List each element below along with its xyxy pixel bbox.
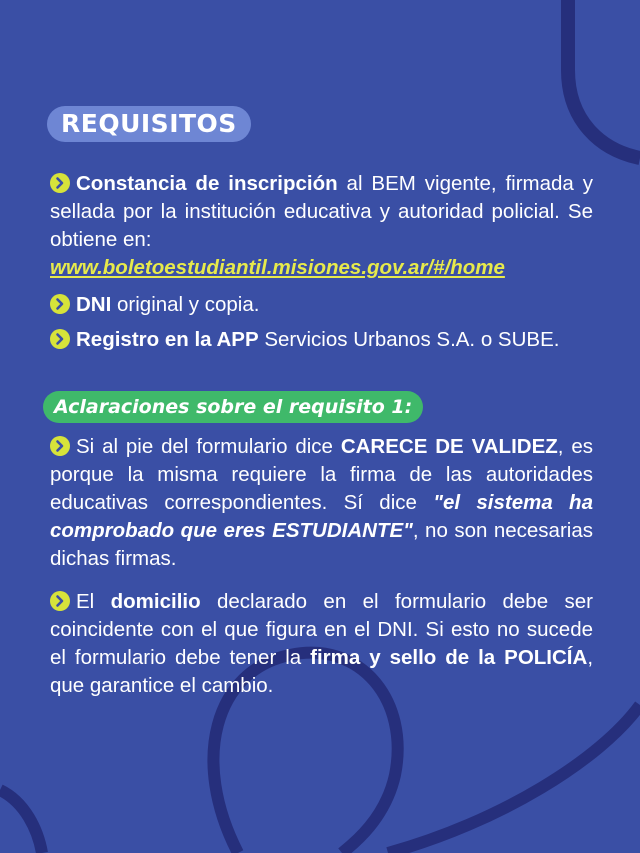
arrow-right-circle-icon <box>50 436 70 456</box>
constancia-label: Constancia de inscripción <box>76 172 338 195</box>
dni-label: DNI <box>76 293 112 316</box>
acl1-text-3: , no son necesarias dichas firmas. <box>50 519 593 570</box>
arrow-right-circle-icon <box>50 329 70 349</box>
aclaraciones-heading: Aclaraciones sobre el requisito 1: <box>43 391 423 423</box>
acl1-quote: "el sistema ha comprobado que eres ESTUDIANTE" <box>50 491 593 542</box>
boleto-link[interactable]: www.boletoestudiantil.misiones.gov.ar/#/home <box>50 256 505 279</box>
list-item-registro <box>50 326 593 354</box>
acl2-bold-2: firma y sello de la POLICÍA <box>310 646 588 669</box>
acl1-text-2: , es porque la misma requiere la firma de las autoridades educativas correspondientes. Sí dice <box>50 435 593 514</box>
list-item-dni <box>50 291 593 319</box>
acl2-text-3: , que garantice el cambio. <box>50 646 594 697</box>
registro-text: Servicios Urbanos S.A. o SUBE. <box>258 328 560 351</box>
registro-label: Registro en la APP <box>76 328 259 351</box>
acl1-text-1: Si al pie del formulario dice <box>76 435 341 458</box>
acl1-bold-1: CARECE DE VALIDEZ <box>340 435 558 458</box>
arrow-right-circle-icon <box>50 173 70 193</box>
constancia-text: al BEM vigente, firmada y sellada por la institución educativa y autoridad policial. Se obtiene en: <box>50 172 594 251</box>
acl2-bold-1: domicilio <box>110 590 201 613</box>
list-item-carece-validez <box>50 433 593 573</box>
acl2-text-1: El <box>76 590 111 613</box>
list-item-constancia <box>50 170 593 282</box>
list-item-domicilio <box>50 588 593 700</box>
requisitos-heading: REQUISITOS <box>47 106 251 142</box>
arrow-right-circle-icon <box>50 294 70 314</box>
dni-text: original y copia. <box>111 293 260 316</box>
arrow-right-circle-icon <box>50 591 70 611</box>
acl2-text-2: declarado en el formulario debe ser coincidente con el que figura en el DNI. Si esto no sucede el formulario debe tener la <box>50 590 593 669</box>
